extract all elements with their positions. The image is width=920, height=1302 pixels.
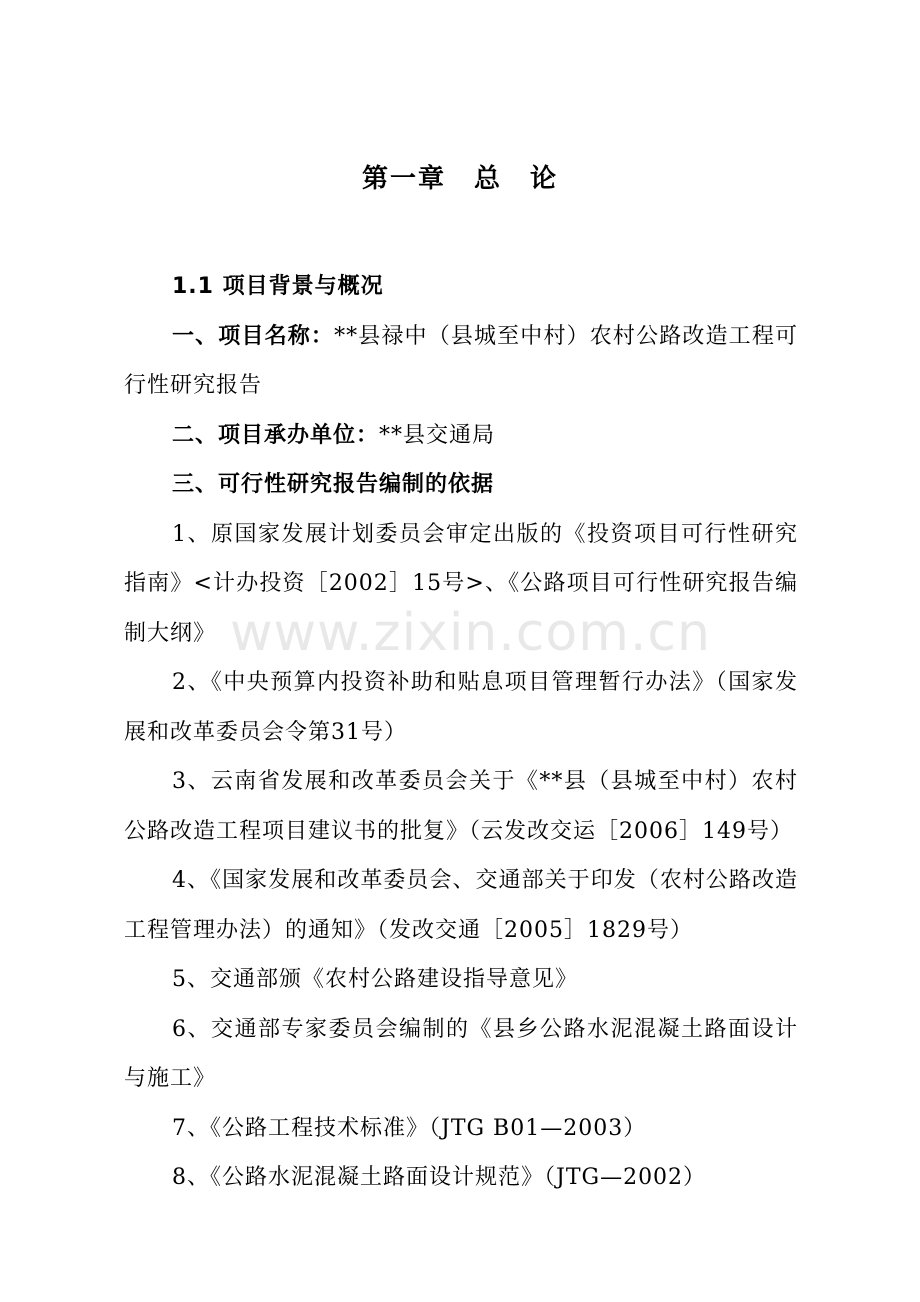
undertaking-unit-value: **县交通局: [379, 422, 496, 448]
project-name-label: 一、项目名称：: [172, 323, 335, 349]
basis-item-6: 6、交通部专家委员会编制的《县乡公路水泥混凝土路面设计与施工》: [124, 1016, 798, 1091]
basis-heading: 三、可行性研究报告编制的依据: [172, 472, 495, 497]
watermark-text: www.zixin.com.cn: [230, 603, 711, 663]
basis-item-4: 4、《国家发展和改革委员会、交通部关于印发（农村公路改造工程管理办法）的通知》（发改交通［2005］1829号）: [124, 868, 798, 943]
basis-item-1: 1、原国家发展计划委员会审定出版的《投资项目可行性研究指南》<计办投资［2002］15号>、《公路项目可行性研究报告编制大纲》: [124, 521, 798, 646]
basis-item-8: 8、《公路水泥混凝土路面设计规范》（JTG—2002）: [172, 1165, 707, 1190]
basis-item-2: 2、《中央预算内投资补助和贴息项目管理暂行办法》（国家发展和改革委员会令第31号）: [124, 670, 798, 745]
section-heading: 1.1 项目背景与概况: [172, 274, 384, 299]
basis-item-7: 7、《公路工程技术标准》（JTG B01—2003）: [172, 1115, 647, 1141]
project-name-paragraph: [124, 312, 798, 411]
project-name-value: **县禄中（县城至中村）农村公路改造工程可行性研究报告: [124, 323, 798, 398]
basis-item-5: 5、交通部颁《农村公路建设指导意见》: [172, 967, 578, 992]
undertaking-unit-label: 二、项目承办单位：: [172, 422, 380, 448]
chapter-title: 第一章 总 论: [361, 164, 558, 194]
document-body: [124, 262, 798, 1203]
basis-item-3: 3、云南省发展和改革委员会关于《**县（县城至中村）农村公路改造工程项目建议书的批复》（云发改交运［2006］149号）: [124, 769, 798, 844]
undertaking-unit-paragraph: [124, 411, 798, 461]
